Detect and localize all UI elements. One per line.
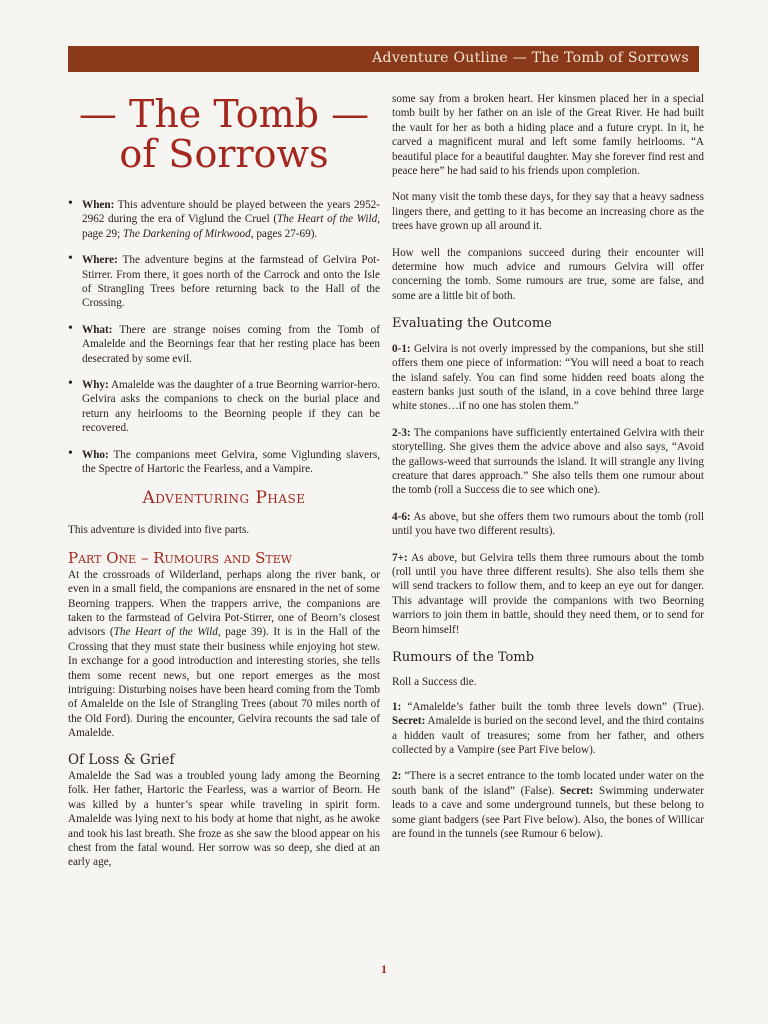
success-paragraph: How well the companions succeed during their encounter will determine how much advice and rumours Gelvira will offer concerning the tomb. Some rumours are true, some are false, and some are a little bit of both. bbox=[392, 246, 704, 302]
adventuring-phase-heading: Adventuring Phase bbox=[142, 487, 306, 508]
loss-grief-text: Amalelde the Sad was a troubled young lady among the Beorning folk. Her father, Hartoric the Fearless, was a warrior of Beorn. He was killed by a hunter’s spear while traveling in spirit form. Amalelde was lying next to his body at home that night, as he awoke and took his last breath. She froze as she saw the blood appear on his chest from the fatal wound. Her sorrow was so deep, she died at an early age, bbox=[68, 770, 380, 869]
right-column bbox=[392, 92, 704, 853]
bullet-what: • What: There are strange noises coming from the Tomb of Amalelde and the Beornings fear that her resting place has been desecrated by some evil. bbox=[68, 323, 380, 366]
title-line-2: of Sorrows bbox=[119, 132, 329, 176]
part-one-heading: Part One – Rumours and Stew bbox=[68, 549, 293, 568]
header-bar bbox=[68, 46, 699, 72]
outcome-item: 2-3: The companions have sufficiently entertained Gelvira with their storytelling. She gives them the advice above and also says, “Avoid the gallows-weed that surrounds the island. It will strangle any living creature that dares approach.” She also tells them one rumour about the tomb (roll a Success die to see which one). bbox=[392, 426, 704, 497]
bullet-where: • Where: The adventure begins at the farmstead of Gelvira Pot-Stirrer. From there, it goes north of the Carrock and onto the Isle of Strangling Trees before returning back to the Hall of the Crossing. bbox=[68, 253, 380, 311]
loss-grief-continued: some say from a broken heart. Her kinsmen placed her in a special tomb built by her father on an isle of the Great River. He had built the vault for her as both a hiding place and a future crypt. In it, he carved a magnificent mural and left some family heirlooms. “A beautiful place for a beautiful daughter. May she forever find rest and peace here” he had said to his friends upon completion. bbox=[392, 93, 704, 178]
outcome-item: 7+: As above, but Gelvira tells them three rumours about the tomb (roll until you have three different results). She also tells them she will send trackers to follow them, and to keep an eye out for danger. This advantage will provide the companions with two Beorning warriors to join them in battle, should they need them, or to send for Beorn himself! bbox=[392, 551, 704, 636]
outcome-item: 0-1: Gelvira is not overly impressed by the companions, but she still offers them one piece of information: “You will need a boat to reach the island safely. You can find some hidden reed boats along the eastern banks just south of the island, in a cove behind three large white stones…if no one has stolen them.” bbox=[392, 342, 704, 413]
bullet-when: • When: This adventure should be played between the years 2952-2962 during the era of Viglund the Cruel (The Heart of the Wild, page 29; The Darkening of Mirkwood, pages 27-69). bbox=[68, 198, 380, 241]
rumour-item: 1: “Amalelde’s father built the tomb three levels down” (True). Secret: Amalelde is buried on the second level, and the third contains a hidden vault of treasures; some from her father, and others collected by a Vampire (see Part Five below). bbox=[392, 700, 704, 757]
title-line-1: — The Tomb — bbox=[78, 92, 370, 136]
rumour-item: 2: “There is a secret entrance to the tomb located under water on the south bank of the island” (False). Secret: Swimming underwater leads to a cave and some underground tunnels, but these belong to some giant badgers (see Part Five below). Also, the bones of Willicar are found in the tunnels (see Rumour 6 below). bbox=[392, 770, 704, 841]
tomb-visitors-paragraph: Not many visit the tomb these days, for they say that a heavy sadness lingers there, and getting to it has become an increasing chore as the trees have grown up all around it. bbox=[392, 191, 704, 233]
outcome-item: 4-6: As above, but she offers them two rumours about the tomb (roll until you have two different results). bbox=[392, 510, 704, 538]
rumours-heading: Rumours of the Tomb bbox=[392, 650, 535, 665]
phase-intro: This adventure is divided into five parts. bbox=[68, 523, 250, 536]
overview-list bbox=[68, 198, 380, 477]
evaluating-heading: Evaluating the Outcome bbox=[392, 316, 552, 332]
bullet-who: • Who: The companions meet Gelvira, some Viglunding slavers, the Spectre of Hartoric the Fearless, and a Vampire. bbox=[68, 448, 380, 477]
running-header: Adventure Outline — The Tomb of Sorrows bbox=[372, 50, 689, 66]
loss-grief-heading: Of Loss & Grief bbox=[68, 751, 175, 768]
part-one-text: At the crossroads of Wilderland, perhaps along the river bank, or even in a small field, the companions are ensnared in the net of some Beorning trappers. When the trappers arrive, the companions are taken to the farmstead of Gelvira Pot-Stirrer, one of Beorn’s closest advisors (The Heart of the Wild, page 39). It is in the Hall of the Crossing that they must state their business while enjoying hot stew. In exchange for a good introduction and interesting stories, she tells them some recent news, but one report emerges as the most intriguing: Disturbing noises have been heard coming from the Tomb of Amalelde on the Isle of Strangling Trees (about 70 miles north of the Old Ford). During the encounter, Gelvira recounts the sad tale of Amalelde. bbox=[68, 568, 381, 740]
left-column bbox=[68, 88, 380, 882]
main-title bbox=[68, 94, 380, 174]
page-number: 1 bbox=[381, 962, 387, 976]
bullet-why: • Why: Amalelde was the daughter of a true Beorning warrior-hero. Gelvira asks the companions to check on the burial place and return any heirlooms to the Beorning people if they can be recovered. bbox=[68, 378, 380, 436]
rumours-intro: Roll a Success die. bbox=[392, 676, 477, 689]
